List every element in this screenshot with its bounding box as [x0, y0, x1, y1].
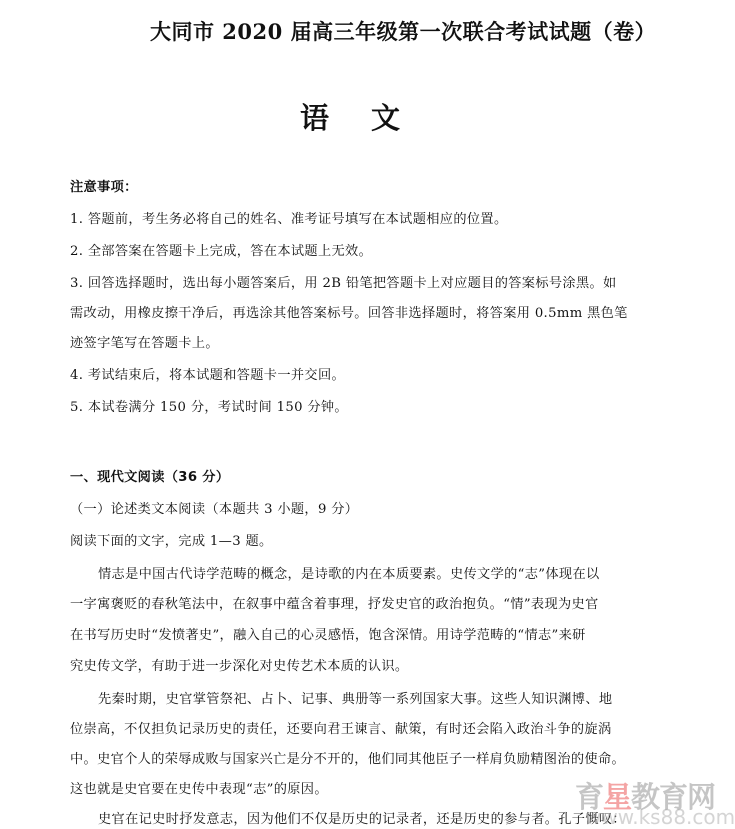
- watermark-logo: [575, 775, 735, 829]
- paragraph-line: 究史传文学，有助于进一步深化对史传艺术本质的认识。: [70, 659, 409, 674]
- paragraph-line: 先秦时期，史官掌管祭祀、占卜、记事、典册等一系列国家大事。这些人知识渊博、地: [98, 692, 613, 707]
- notice-item: 需改动，用橡皮擦干净后，再选涂其他答案标号。回答非选择题时，将答案用 0.5mm 黑色笔: [70, 306, 628, 321]
- watermark-text: 育星教育网: [575, 780, 716, 814]
- section-instruction: 阅读下面的文字，完成 1—3 题。: [70, 534, 273, 549]
- paragraph-line: 一字寓褒贬的春秋笔法中，在叙事中蕴含着事理，抒发史官的政治抱负。“情”表现为史官: [70, 597, 599, 612]
- watermark-url: www.ks88.com: [585, 805, 735, 829]
- paragraph-line: 中。史官个人的荣辱成败与国家兴亡是分不开的，他们同其他臣子一样肩负励精图治的使命。: [70, 752, 626, 767]
- notice-item: 1. 答题前，考生务必将自己的姓名、准考证号填写在本试题相应的位置。: [70, 212, 508, 227]
- notice-item: 迹签字笔写在答题卡上。: [70, 336, 219, 351]
- notice-item: 2. 全部答案在答题卡上完成，答在本试题上无效。: [70, 244, 373, 259]
- notice-item: 3. 回答选择题时，选出每小题答案后，用 2B 铅笔把答题卡上对应题目的答案标号涂黑。如: [70, 276, 617, 291]
- subject-char-1: 语: [300, 101, 330, 135]
- subject-heading: [300, 96, 400, 137]
- subject-char-2: 文: [371, 101, 401, 135]
- notice-item: 4. 考试结束后，将本试题和答题卡一并交回。: [70, 368, 346, 383]
- section-heading: 一、现代文阅读（36 分）: [70, 470, 230, 485]
- notice-item: 5. 本试卷满分 150 分，考试时间 150 分钟。: [70, 400, 348, 415]
- section-subheading: （一）论述类文本阅读（本题共 3 小题，9 分）: [70, 502, 359, 517]
- exam-title: 大同市 2020 届高三年级第一次联合考试试题（卷）: [150, 19, 657, 44]
- paragraph-line: 情志是中国古代诗学范畴的概念，是诗歌的内在本质要素。史传文学的“志”体现在以: [98, 567, 600, 582]
- paragraph-line: 史官在记史时抒发意志，因为他们不仅是历史的记录者，还是历史的参与者。孔子慨叹：: [98, 812, 626, 827]
- paragraph-line: 位崇高，不仅担负记录历史的责任，还要向君王谏言、献策，有时还会陷入政治斗争的旋涡: [70, 722, 612, 737]
- paragraph-line: 这也就是史官要在史传中表现“志”的原因。: [70, 782, 328, 797]
- paragraph-line: 在书写历史时“发愤著史”，融入自己的心灵感悟，饱含深情。用诗学范畴的“情志”来研: [70, 628, 586, 643]
- notice-heading: 注意事项：: [70, 180, 138, 195]
